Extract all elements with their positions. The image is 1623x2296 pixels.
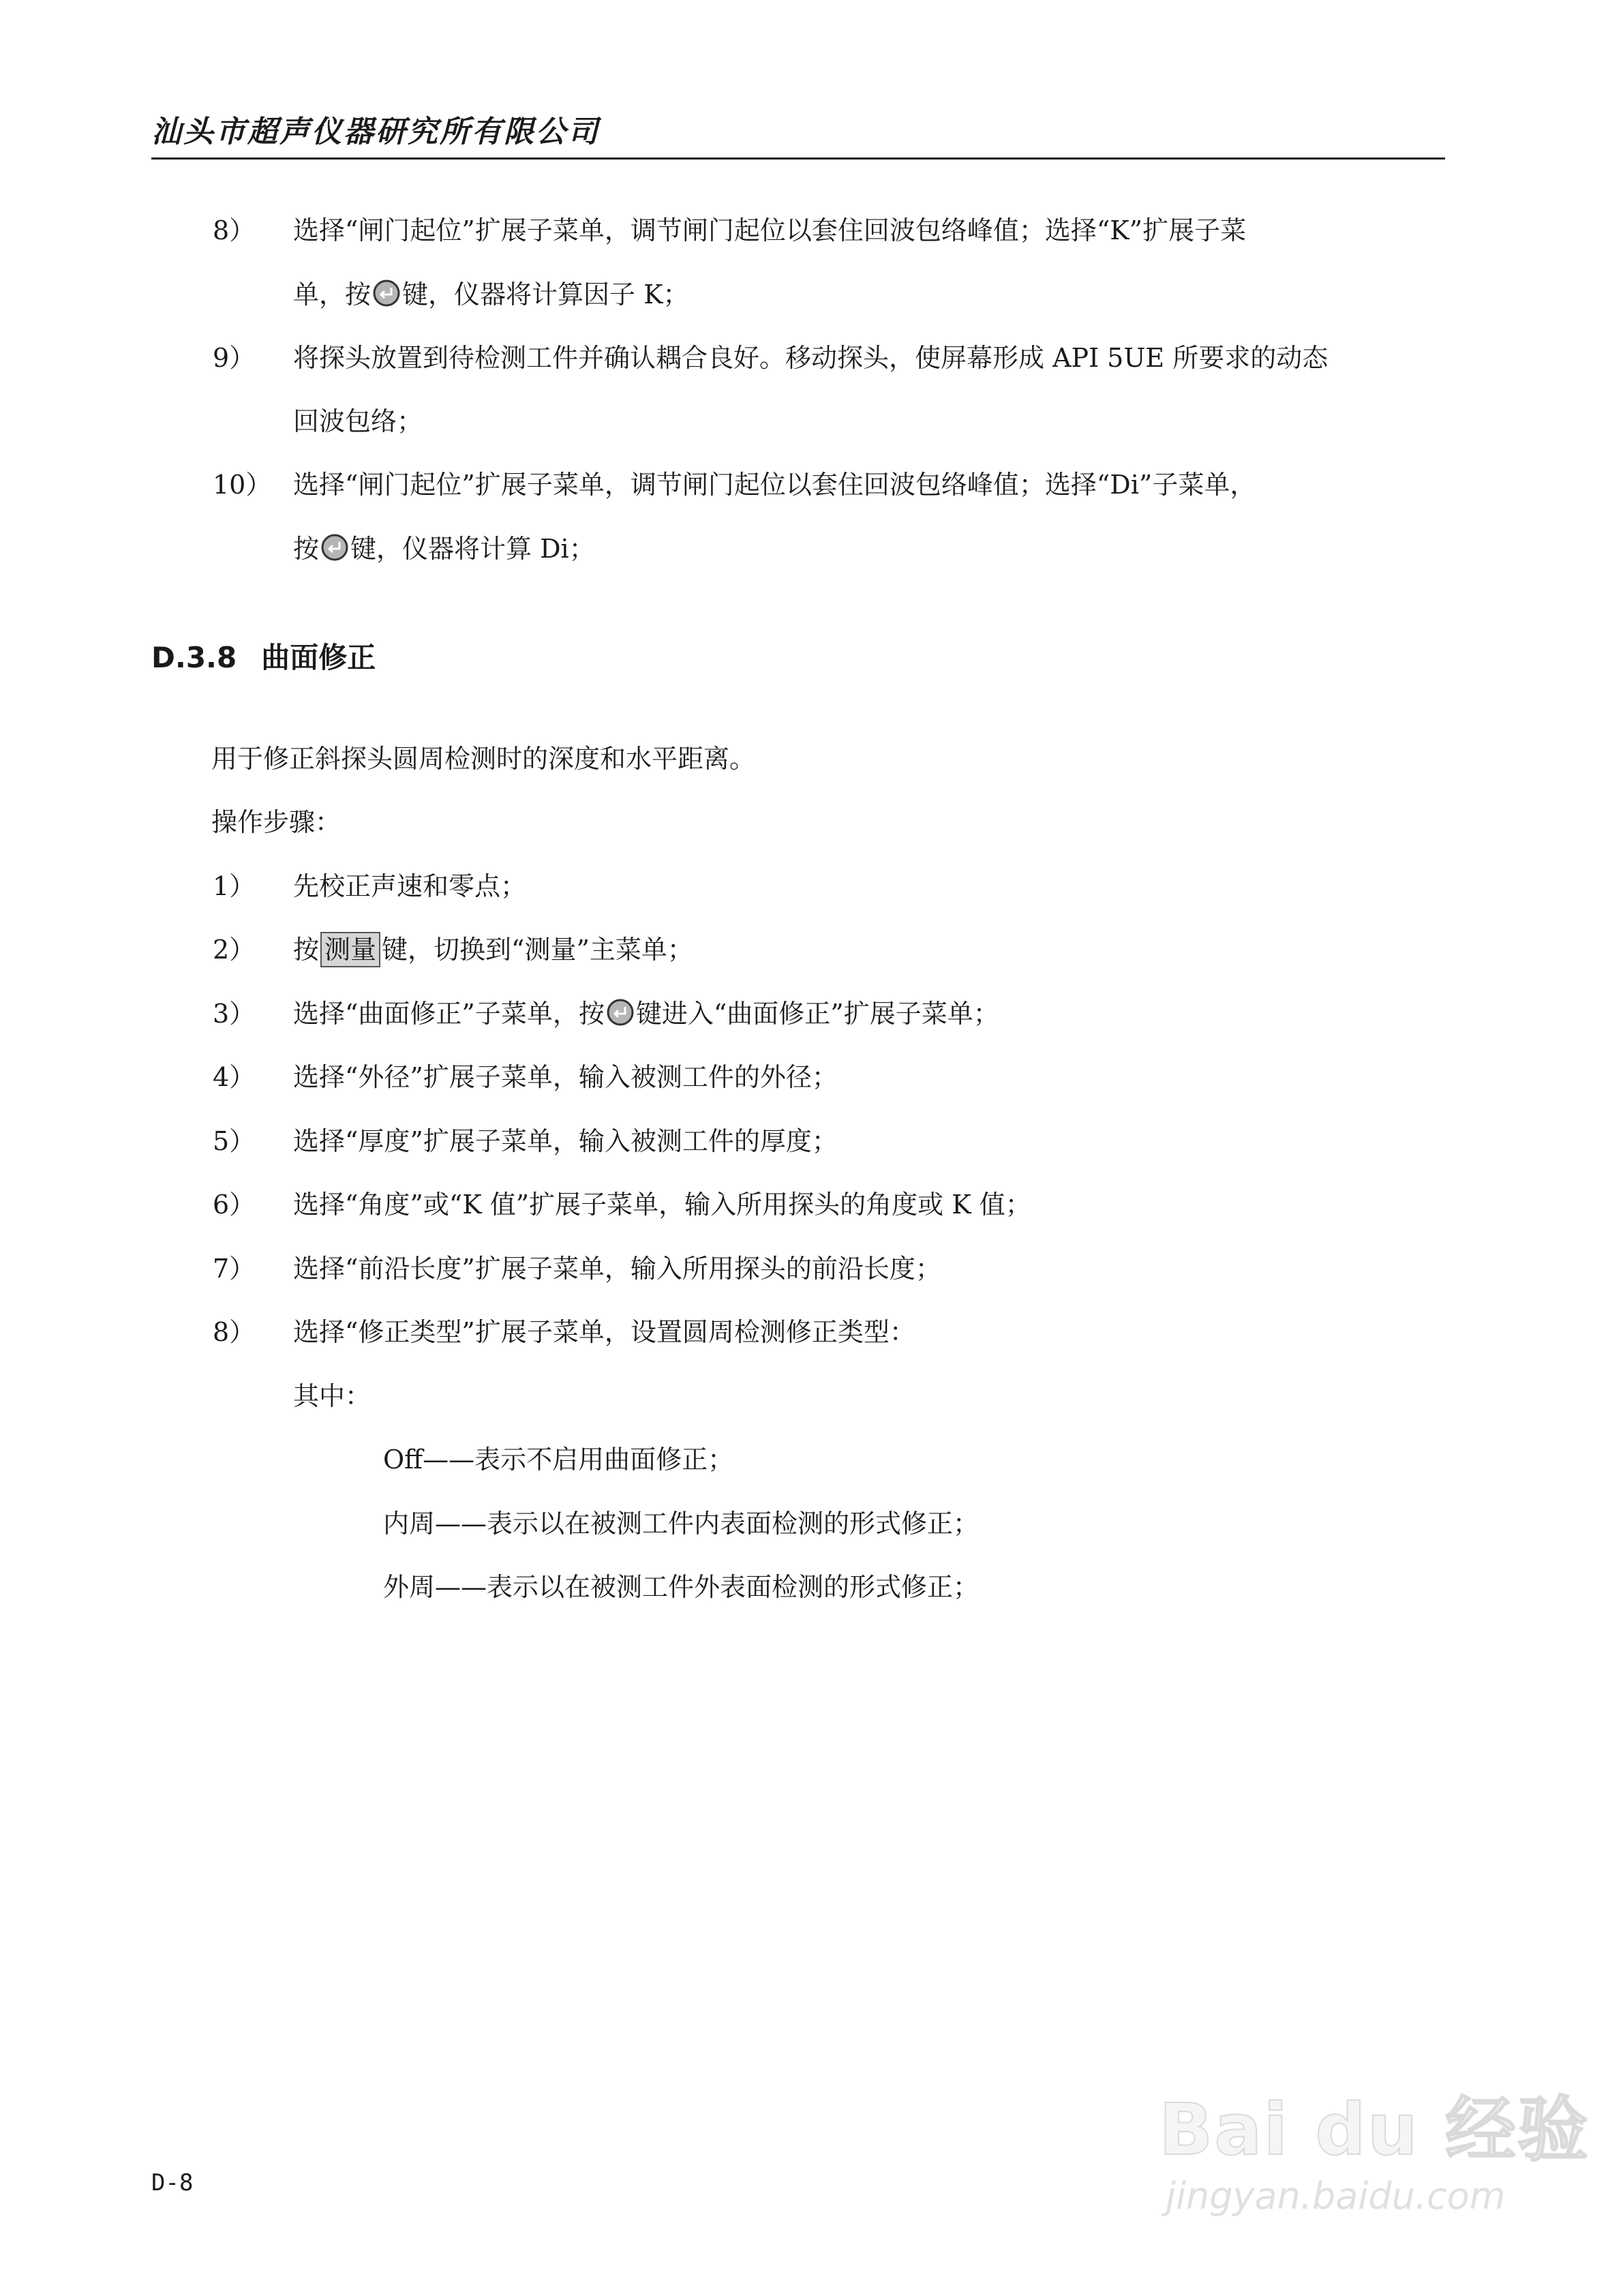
step-number: 1） — [213, 871, 256, 901]
section-intro: 用于修正斜探头圆周检测时的深度和水平距离。 — [211, 744, 756, 774]
step-text-part: 单，按 — [293, 280, 371, 309]
step-text: 选择“闸门起位”扩展子菜单，调节闸门起位以套住回波包络峰值；选择“Di”子菜单， — [293, 470, 1256, 500]
option-item: 外周——表示以在被测工件外表面检测的形式修正； — [383, 1572, 980, 1602]
header-divider — [151, 157, 1445, 160]
step-number: 8） — [213, 1317, 256, 1347]
step-number: 8） — [213, 215, 256, 245]
enter-key-icon — [320, 533, 349, 562]
step-number: 10） — [213, 470, 272, 500]
steps-label: 操作步骤： — [211, 807, 342, 837]
step-number: 5） — [213, 1126, 256, 1156]
section-title: 曲面修正 — [261, 641, 376, 674]
step-text: 选择“厚度”扩展子菜单，输入被测工件的厚度； — [293, 1126, 838, 1156]
step-text-part: 按 — [293, 935, 320, 965]
step-text — [293, 995, 999, 1033]
step-text: 先校正声速和零点； — [293, 871, 527, 901]
step-number: 7） — [213, 1254, 256, 1284]
measure-key: 测量 — [320, 932, 380, 967]
step-number: 9） — [213, 343, 256, 373]
section-number: D.3.8 — [151, 641, 237, 674]
step-text: 选择“前沿长度”扩展子菜单，输入所用探头的前沿长度； — [293, 1254, 941, 1284]
step-text-part: 选择“曲面修正”子菜单，按 — [293, 999, 605, 1029]
enter-key-icon — [372, 279, 401, 307]
step-text: 选择“修正类型”扩展子菜单，设置圆周检测修正类型： — [293, 1317, 915, 1347]
step-text-part: 键，仪器将计算 Di； — [350, 534, 595, 564]
step-text-part: 按 — [293, 534, 320, 564]
header-company-name: 汕头市超声仪器研究所有限公司 — [151, 115, 600, 149]
step-number: 4） — [213, 1062, 256, 1092]
step-text — [293, 931, 693, 969]
option-item: Off——表示不启用曲面修正； — [383, 1445, 734, 1475]
step-text-continued: 回波包络； — [293, 406, 423, 436]
step-text: 选择“闸门起位”扩展子菜单，调节闸门起位以套住回波包络峰值；选择“K”扩展子菜 — [293, 215, 1247, 245]
watermark-url: jingyan.baidu.com — [1166, 2175, 1506, 2218]
option-item: 内周——表示以在被测工件内表面检测的形式修正； — [383, 1509, 980, 1539]
watermark-brand: Bai du 经验 — [1159, 2088, 1590, 2171]
enter-key-icon — [606, 998, 635, 1027]
step-text: 选择“外径”扩展子菜单，输入被测工件的外径； — [293, 1062, 838, 1092]
step-text: 选择“角度”或“K 值”扩展子菜单，输入所用探头的角度或 K 值； — [293, 1190, 1031, 1220]
step-number: 3） — [213, 999, 256, 1029]
step-text-part: 键进入“曲面修正”扩展子菜单； — [635, 999, 999, 1029]
step-text-continued — [293, 530, 595, 568]
where-label: 其中： — [293, 1381, 371, 1411]
step-text-part: 键，仪器将计算因子 K； — [402, 280, 689, 309]
step-number: 6） — [213, 1190, 256, 1220]
section-heading — [151, 637, 376, 678]
step-text-continued — [293, 275, 689, 314]
step-text: 将探头放置到待检测工件并确认耦合良好。移动探头，使屏幕形成 API 5UE 所要求的动态 — [293, 343, 1329, 373]
page-number: D-8 — [151, 2169, 194, 2196]
step-number: 2） — [213, 935, 256, 965]
baidu-watermark — [1159, 2072, 1590, 2229]
step-text-part: 键，切换到“测量”主菜单； — [382, 935, 693, 965]
